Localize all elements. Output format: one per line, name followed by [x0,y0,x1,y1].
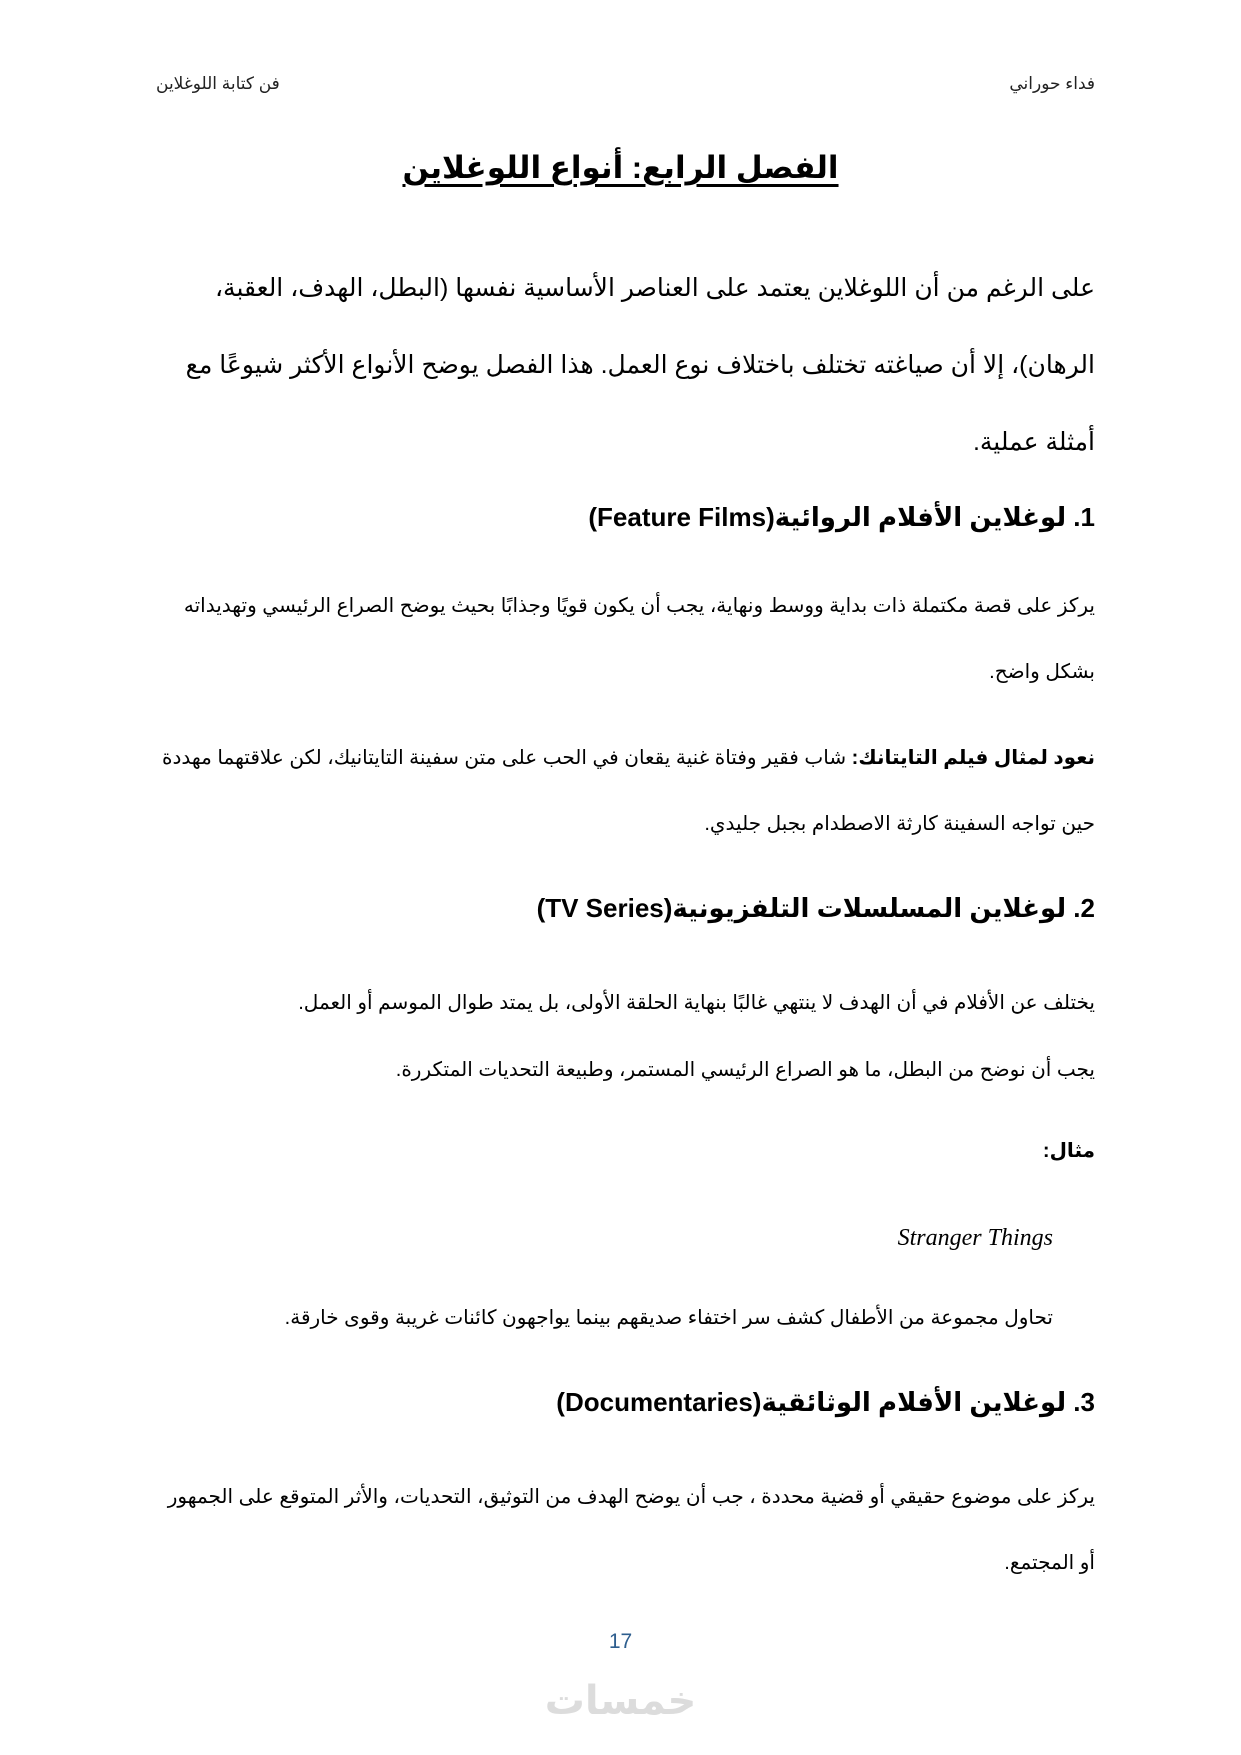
khamsat-watermark: خمسات [544,1679,697,1723]
tv-series-line-2: يجب أن نوضح من البطل، ما هو الصراع الرئيسي المستمر، وطبيعة التحديات المتكررة. [395,1059,1095,1081]
heading-arabic: 2. لوغلاين المسلسلات التلفزيونية [672,893,1095,923]
section-heading-tv-series [537,893,1095,924]
section-heading-feature-films [588,502,1095,533]
documentaries-body: يركز على موضوع حقيقي أو قضية محددة ، جب أن يوضح الهدف من التوثيق، التحديات، والأثر المتوقع على الجمهور أو المجتمع. [167,1486,1095,1574]
feature-films-body: يركز على قصة مكتملة ذات بداية ووسط ونهاية، يجب أن يكون قويًا وجذابًا بحيث يوضح الصراع الرئيسي وتهديداته بشكل واضح. [183,595,1095,683]
example-show-title: Stranger Things [897,1225,1053,1251]
heading-arabic: 3. لوغلاين الأفلام الوثائقية [761,1387,1095,1417]
titanic-example [155,725,1095,857]
header-book-title: فن كتابة اللوغلاين [156,74,280,93]
header-author: فداء حوراني [1009,74,1095,93]
heading-english: (Feature Films) [588,502,775,532]
example-label: نعود لمثال فيلم التايتانك: [851,747,1095,769]
example-label: مثال: [1042,1140,1095,1162]
heading-english: (TV Series) [536,893,673,923]
heading-english: (Documentaries) [556,1387,762,1417]
section-heading-documentaries [556,1387,1095,1418]
example-text: شاب فقير وفتاة غنية يقعان في الحب على متن سفينة التايتانيك، لكن علاقتهما مهددة حين تواجه السفينة كارثة الاصطدام بجبل جليدي. [162,747,1095,835]
tv-series-line-1: يختلف عن الأفلام في أن الهدف لا ينتهي غالبًا بنهاية الحلقة الأولى، بل يمتد طوال الموسم أو العمل. [298,992,1095,1014]
intro-paragraph: على الرغم من أن اللوغلاين يعتمد على العناصر الأساسية نفسها (البطل، الهدف، العقبة، الرهان)، إلا أن صياغته تختلف باختلاف نوع العمل. هذا الفصل يوضح الأنواع الأكثر شيوعًا مع أمثلة عملية. [185,274,1095,456]
heading-arabic: 1. لوغلاين الأفلام الروائية [774,502,1095,532]
stranger-things-logline: تحاول مجموعة من الأطفال كشف سر اختفاء صديقهم بينما يواجهون كائنات غريبة وقوى خارقة. [284,1307,1053,1329]
page-number: 17 [608,1630,633,1653]
chapter-title: الفصل الرابع: أنواع اللوغلاين [402,150,839,185]
